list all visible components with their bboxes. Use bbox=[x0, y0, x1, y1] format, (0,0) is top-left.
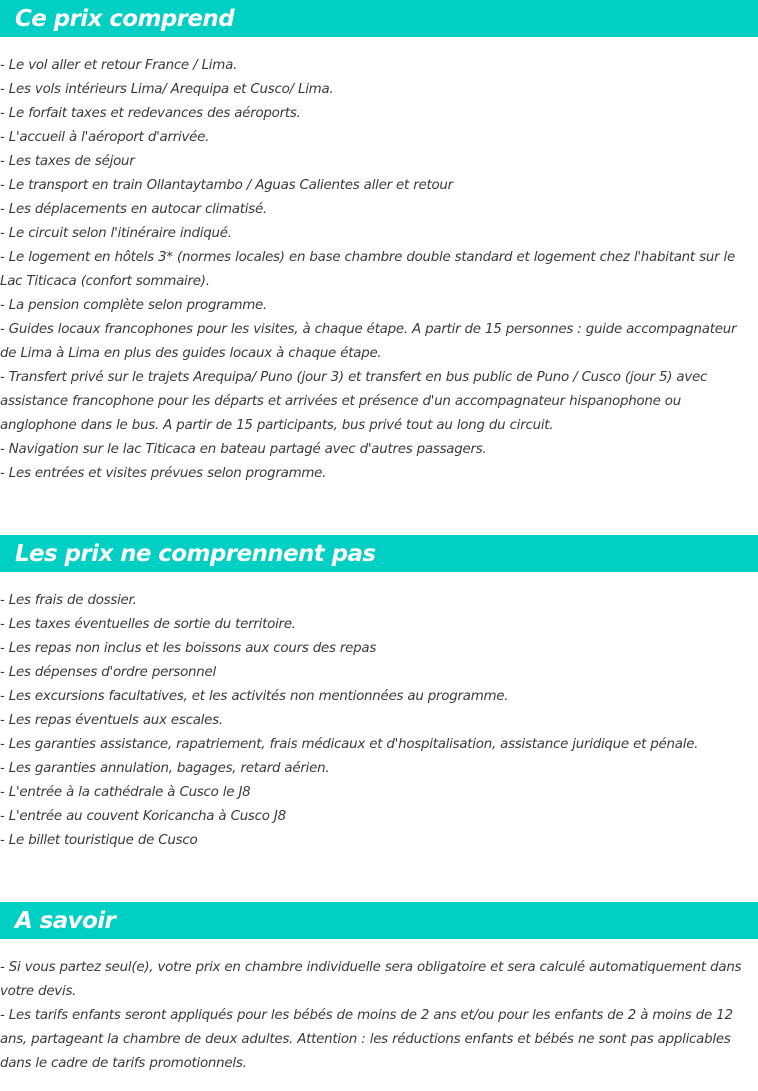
section-header bbox=[0, 535, 758, 572]
list-item: - Les repas non inclus et les boissons aux cours des repas bbox=[0, 641, 377, 656]
list-item: - L'entrée à la cathédrale à Cusco le J8 bbox=[0, 785, 251, 800]
list-item: - L'accueil à l'aéroport d'arrivée. bbox=[0, 130, 210, 145]
list-item: - L'entrée au couvent Koricancha à Cusco J8 bbox=[0, 809, 286, 824]
section-price-excludes bbox=[0, 535, 758, 853]
list-item: - Guides locaux francophones pour les visites, à chaque étape. A partir de 15 personnes : guide accompagnateur de Lima à Lima en plus des guides locaux à chaque étape. bbox=[0, 322, 737, 361]
list-item: - Navigation sur le lac Titicaca en bateau partagé avec d'autres passagers. bbox=[0, 442, 487, 457]
list-item: - Les garanties annulation, bagages, retard aérien. bbox=[0, 761, 330, 776]
list-item: - Les garanties assistance, rapatriement, frais médicaux et d'hospitalisation, assistance juridique et pénale. bbox=[0, 737, 699, 752]
item-list bbox=[0, 589, 758, 853]
list-item: - Le billet touristique de Cusco bbox=[0, 833, 198, 848]
list-item: - La pension complète selon programme. bbox=[0, 298, 268, 313]
list-item: - Les excursions facultatives, et les activités non mentionnées au programme. bbox=[0, 689, 509, 704]
section-title: A savoir bbox=[15, 907, 116, 934]
list-item: - Les vols intérieurs Lima/ Arequipa et Cusco/ Lima. bbox=[0, 82, 334, 97]
list-item: - Les repas éventuels aux escales. bbox=[0, 713, 223, 728]
section-header bbox=[0, 902, 758, 939]
list-item: - Les dépenses d'ordre personnel bbox=[0, 665, 216, 680]
list-item: - Le vol aller et retour France / Lima. bbox=[0, 58, 238, 73]
section-title: Les prix ne comprennent pas bbox=[15, 540, 376, 567]
list-item: - Les taxes de séjour bbox=[0, 154, 135, 169]
list-item: - Les déplacements en autocar climatisé. bbox=[0, 202, 267, 217]
section-title: Ce prix comprend bbox=[15, 5, 235, 32]
item-list bbox=[0, 54, 758, 486]
list-item: - Les entrées et visites prévues selon programme. bbox=[0, 466, 327, 481]
list-item: - Les tarifs enfants seront appliqués pour les bébés de moins de 2 ans et/ou pour les enfants de 2 à moins de 12 ans, partageant la chambre de deux adultes. Attention : les réductions enfants et bébés ne sont pas applicables dans le cadre de tarifs promotionnels. bbox=[0, 1008, 733, 1071]
list-item: - Le circuit selon l'itinéraire indiqué. bbox=[0, 226, 232, 241]
list-item: - Si vous partez seul(e), votre prix en chambre individuelle sera obligatoire et sera calculé automatiquement dans votre devis. bbox=[0, 960, 742, 999]
section-good-to-know bbox=[0, 902, 758, 1076]
list-item: - Le logement en hôtels 3* (normes locales) en base chambre double standard et logement chez l'habitant sur le Lac Titicaca (confort sommaire). bbox=[0, 250, 735, 289]
list-item: - Les frais de dossier. bbox=[0, 593, 137, 608]
list-item: - Le transport en train Ollantaytambo / Aguas Calientes aller et retour bbox=[0, 178, 453, 193]
item-list bbox=[0, 956, 758, 1076]
section-price-includes bbox=[0, 0, 758, 486]
list-item: - Le forfait taxes et redevances des aéroports. bbox=[0, 106, 301, 121]
list-item: - Les taxes éventuelles de sortie du territoire. bbox=[0, 617, 296, 632]
section-header bbox=[0, 0, 758, 37]
list-item: - Transfert privé sur le trajets Arequipa/ Puno (jour 3) et transfert en bus public de Puno / Cusco (jour 5) avec assistance francophone pour les départs et arrivées et présence d'un accompagnateur hispanophone ou anglophone dans le bus. A partir de 15 participants, bus privé tout au long du circuit. bbox=[0, 370, 708, 433]
